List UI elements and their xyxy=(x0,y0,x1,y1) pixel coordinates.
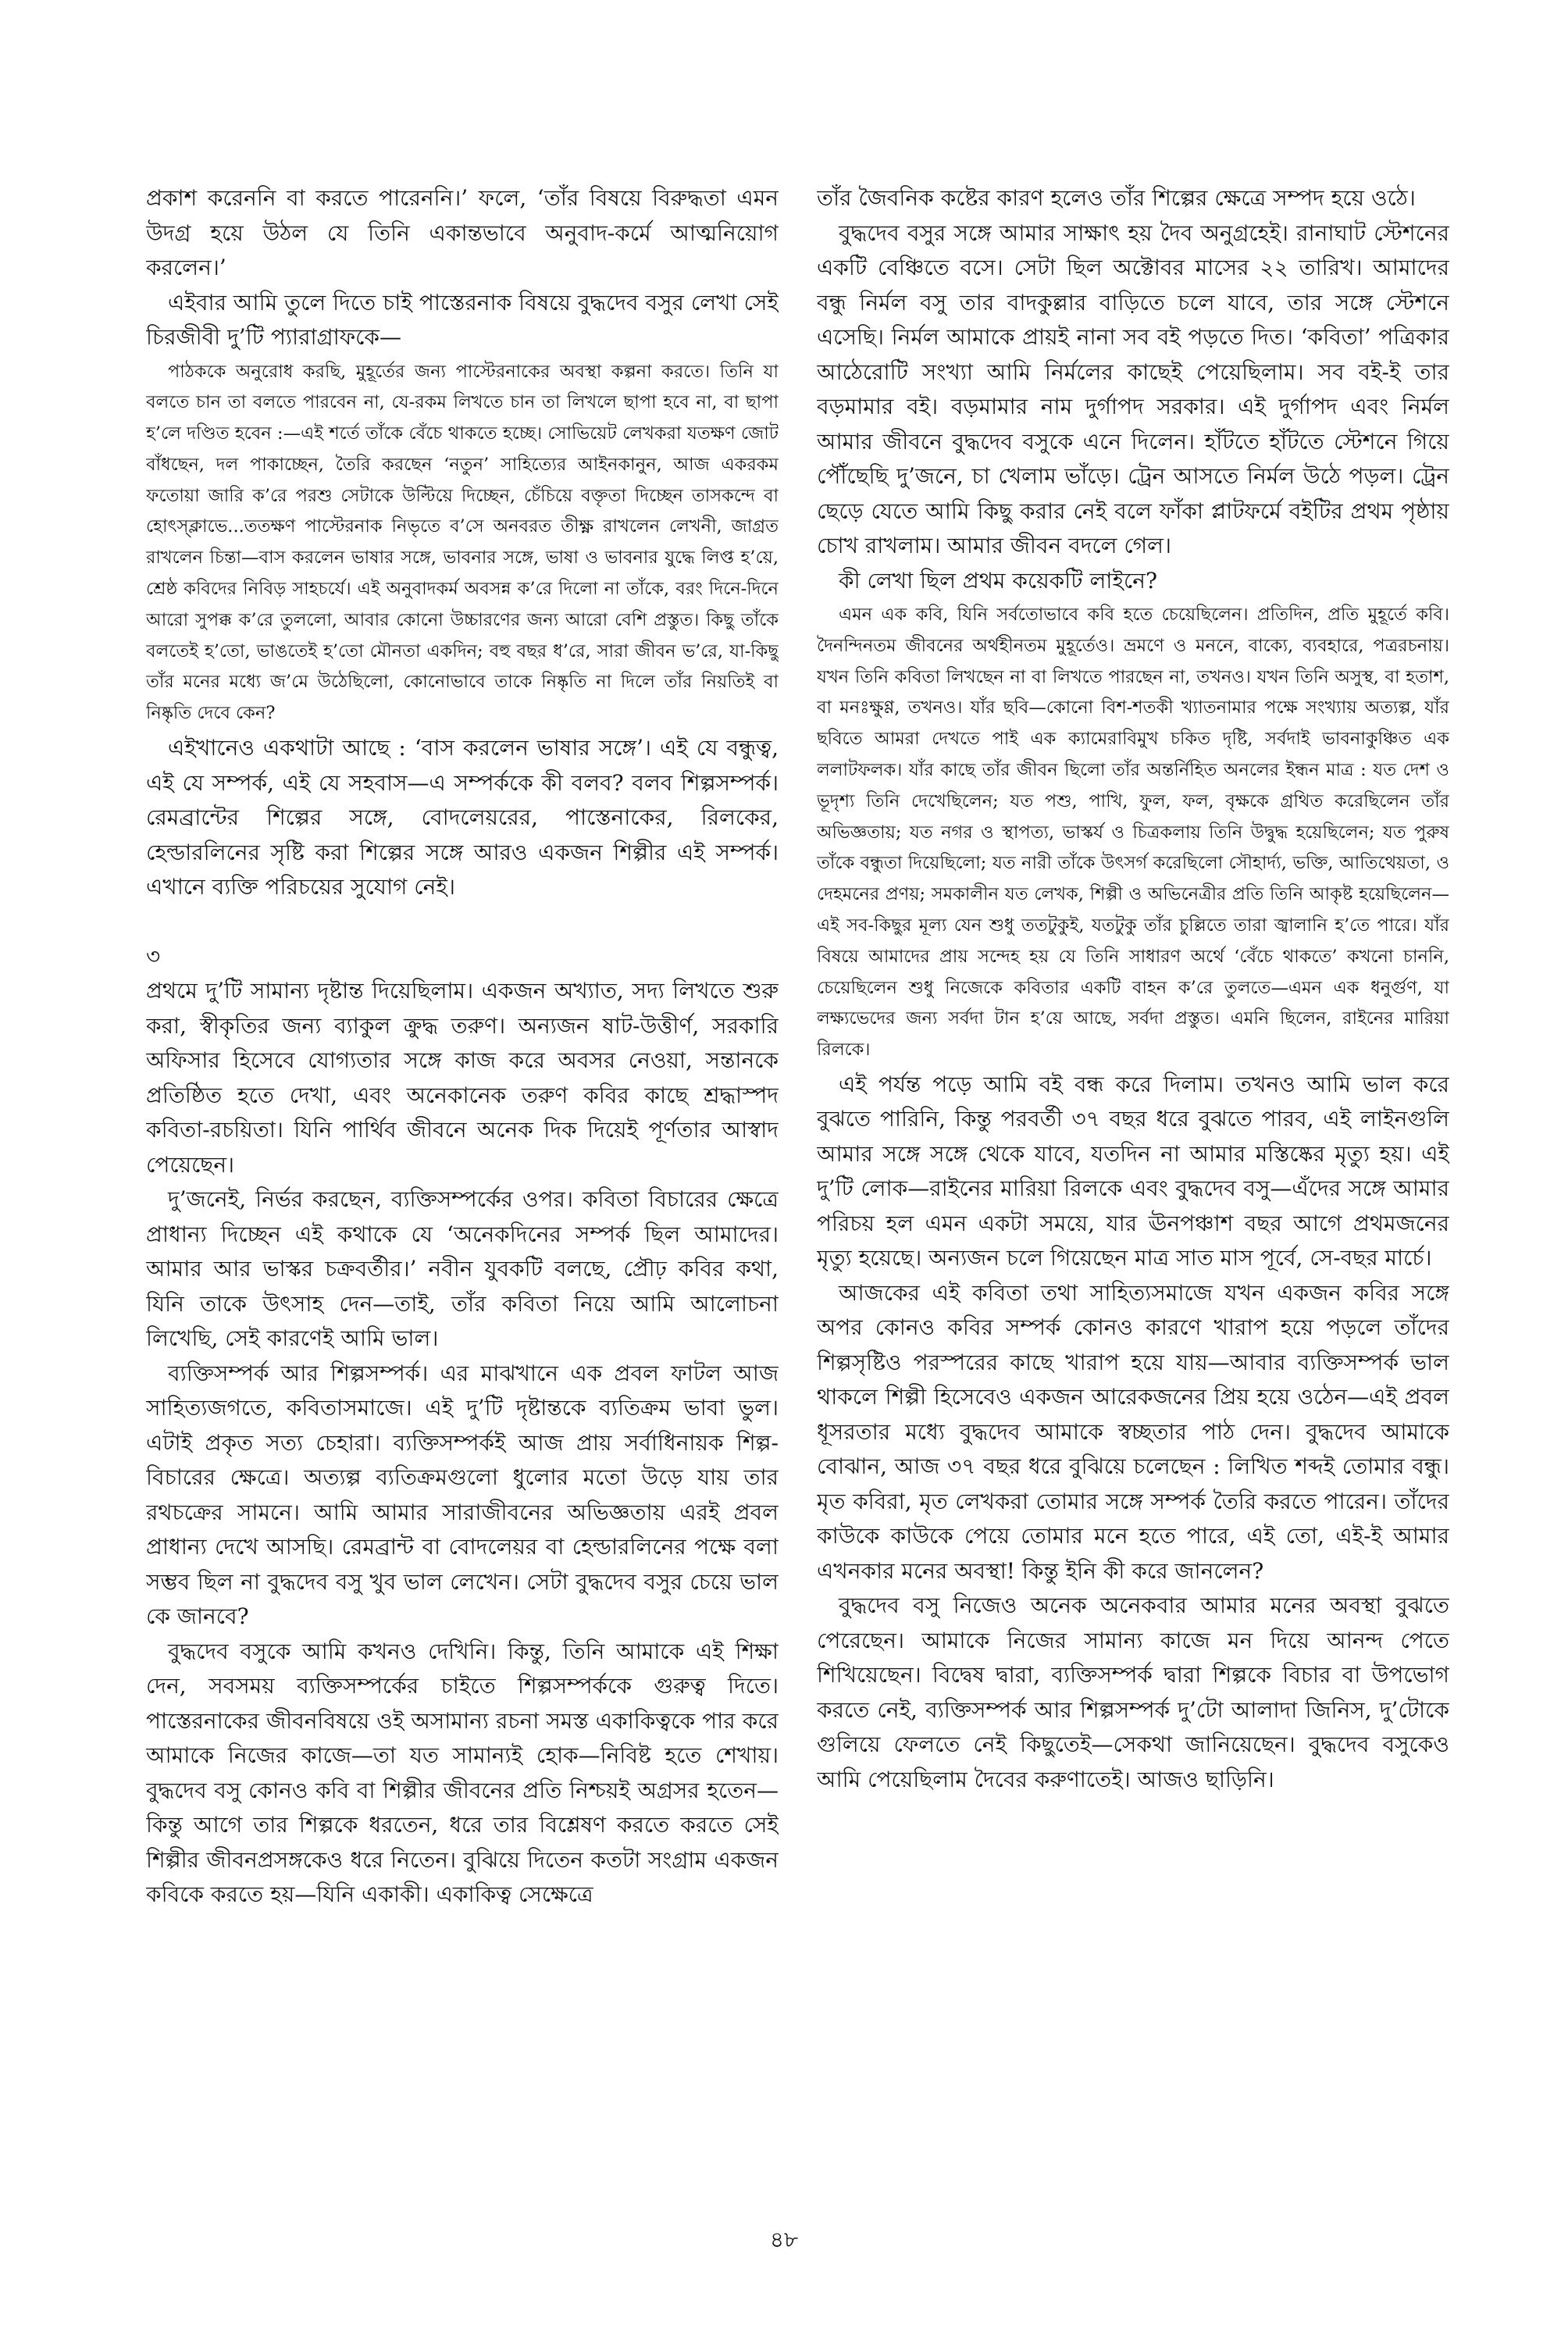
left-paragraph-5: দু’জনেই, নির্ভর করছেন, ব্যক্তিসম্পর্কের ওপর। কবিতা বিচারের ক্ষেত্রে প্রাধান্য দিচ্ছেন এই কথাকে যে ‘অনেকদিনের সম্পর্ক ছিল আমাদের। আমার আর ভাস্কর চক্রবর্তীর।’ নবীন যুবকটি বলছে, প্রৌঢ় কবির কথা, যিনি তাকে উৎসাহ দেন—তাই, তাঁর কবিতা নিয়ে আমি আলোচনা লিখেছি, সেই কারণেই আমি ভাল। xyxy=(146,1186,779,1352)
right-paragraph-4: এই পর্যন্ত পড়ে আমি বই বন্ধ করে দিলাম। তখনও আমি ভাল করে বুঝতে পারিনি, কিন্তু পরবর্তী ৩৭ বছর ধরে বুঝতে পারব, এই লাইনগুলি আমার সঙ্গে সঙ্গে থেকে যাবে, যতদিন না আমার মস্তিষ্কের মৃত্যু হয়। এই দু’টি লোক—রাইনের মারিয়া রিলকে এবং বুদ্ধদেব বসু—এঁদের সঙ্গে আমার পরিচয় হল এমন একটা সময়ে, যার ঊনপঞ্চাশ বছর আগে প্রথমজনের মৃত্যু হয়েছে। অন্যজন চলে গিয়েছেন মাত্র সাত মাস পূর্বে, সে-বছর মার্চে। xyxy=(817,1071,1449,1271)
right-block-quote: এমন এক কবি, যিনি সর্বতোভাবে কবি হতে চেয়েছিলেন। প্রতিদিন, প্রতি মুহূর্তে কবি। দৈনন্দিনতম জীবনের অর্থহীনতম মুহূর্তেও। ভ্রমণে ও মননে, বাক্যে, ব্যবহারে, পত্ররচনায়। যখন তিনি কবিতা লিখছেন না বা লিখতে পারছেন না, তখনও। যখন তিনি অসুস্থ, বা হতাশ, বা মনঃক্ষুণ্ণ, তখনও। যাঁর ছবি—কোনো বিশ-শতকী খ্যাতনামার পক্ষে সংখ্যায় অত্যল্প, যাঁর ছবিতে আমরা দেখতে পাই এক ক্যামেরাবিমুখ চকিত দৃষ্টি, সর্বদাই ভাবনাকুঞ্চিত এক ললাটফলক। যাঁর কাছে তাঁর জীবন ছিলো তাঁর অন্তর্নিহিত অনলের ইন্ধন মাত্র : যত দেশ ও ভূদৃশ্য তিনি দেখেছিলেন; যত পশু, পাখি, ফুল, ফল, বৃক্ষকে গ্রথিত করেছিলেন তাঁর অভিজ্ঞতায়; যত নগর ও স্থাপত্য, ভাস্কর্য ও চিত্রকলায় তিনি উদ্বুদ্ধ হয়েছিলেন; যত পুরুষ তাঁকে বন্ধুতা দিয়েছিলো; যত নারী তাঁকে উৎসর্গ করেছিলো সৌহার্দ্য, ভক্তি, আতিথেয়তা, ও দেহমনের প্রণয়; সমকালীন যত লেখক, শিল্পী ও অভিনেত্রীর প্রতি তিনি আকৃষ্ট হয়েছিলেন—এই সব-কিছুর মূল্য যেন শুধু ততটুকুই, যতটুকু তাঁর চুল্লিতে তারা জ্বালানি হ’তে পারে। যাঁর বিষয়ে আমাদের প্রায় সন্দেহ হয় যে তিনি সাধারণ অর্থে ‘বেঁচে থাকতে’ কখনো চাননি, চেয়েছিলেন শুধু নিজেকে কবিতার একটি বাহন ক’রে তুলতে—এমন এক ধনুর্গুণ, যা লক্ষ্যভেদের জন্য সর্বদা টান হ’য়ে আছে, সর্বদা প্রস্তুত। এমনি ছিলেন, রাইনের মারিয়া রিলকে। xyxy=(817,604,1449,1061)
right-column xyxy=(817,181,1449,2220)
left-paragraph-7: বুদ্ধদেব বসুকে আমি কখনও দেখিনি। কিন্তু, তিনি আমাকে এই শিক্ষা দেন, সবসময় ব্যক্তিসম্পর্কের চাইতে শিল্পসম্পর্ককে গুরুত্ব দিতে। পাস্তেরনাকের জীবনবিষয়ে ওই অসামান্য রচনা সমস্ত একাকিত্বকে পার করে আমাকে নিজের কাজে—তা যত সামান্যই হোক—নিবিষ্ট হতে শেখায়। বুদ্ধদেব বসু কোনও কবি বা শিল্পীর জীবনের প্রতি নিশ্চয়ই অগ্রসর হতেন—কিন্তু আগে তার শিল্পকে ধরতেন, ধরে তার বিশ্লেষণ করতে করতে সেই শিল্পীর জীবনপ্রসঙ্গকেও ধরে নিতেন। বুঝিয়ে দিতেন কতটা সংগ্রাম একজন কবিকে করতে হয়—যিনি একাকী। একাকিত্ব সেক্ষেত্রে xyxy=(146,1638,779,1908)
section-number: ৩ xyxy=(146,943,161,969)
left-paragraph-1: প্রকাশ করেননি বা করতে পারেননি।’ ফলে, ‘তাঁর বিষয়ে বিরুদ্ধতা এমন উদগ্র হয়ে উঠল যে তিনি একান্তভাবে অনুবাদ-কর্মে আত্মনিয়োগ করলেন।’ xyxy=(146,185,779,280)
right-paragraph-1: তাঁর জৈবনিক কষ্টের কারণ হলেও তাঁর শিল্পের ক্ষেত্রে সম্পদ হয়ে ওঠে। xyxy=(817,185,1416,211)
right-paragraph-2: বুদ্ধদেব বসুর সঙ্গে আমার সাক্ষাৎ হয় দৈব অনুগ্রহেই। রানাঘাট স্টেশনের একটি বেঞ্চিতে বসে। সেটা ছিল অক্টোবর মাসের ২২ তারিখ। আমাদের বন্ধু নির্মল বসু তার বাদকুল্লার বাড়িতে চলে যাবে, তার সঙ্গে স্টেশনে এসেছি। নির্মল আমাকে প্রায়ই নানা সব বই পড়তে দিত। ‘কবিতা’ পত্রিকার আঠেরোটি সংখ্যা আমি নির্মলের কাছেই পেয়েছিলাম। সব বই-ই তার বড়মামার বই। বড়মামার নাম দুর্গাপদ সরকার। এই দুর্গাপদ এবং নির্মল আমার জীবনে বুদ্ধদেব বসুকে এনে দিলেন। হাঁটতে হাঁটতে স্টেশনে গিয়ে পৌঁছেছি দু’জনে, চা খেলাম ভাঁড়ে। ট্রেন আসতে নির্মল উঠে পড়ল। ট্রেন ছেড়ে যেতে আমি কিছু করার নেই বলে ফাঁকা প্লাটফর্মে বইটির প্রথম পৃষ্ঠায় চোখ রাখলাম। আমার জীবন বদলে গেল। xyxy=(817,219,1449,558)
right-paragraph-6: বুদ্ধদেব বসু নিজেও অনেক অনেকবার আমার মনের অবস্থা বুঝতে পেরেছেন। আমাকে নিজের সামান্য কাজে মন দিয়ে আনন্দ পেতে শিখিয়েছেন। বিদ্বেষ দ্বারা, ব্যক্তিসম্পর্ক দ্বারা শিল্পকে বিচার বা উপভোগ করতে নেই, ব্যক্তিসম্পর্ক আর শিল্পসম্পর্ক দু’টো আলাদা জিনিস, দু’টোকে গুলিয়ে ফেলতে নেই কিছুতেই—সেকথা জানিয়েছেন। বুদ্ধদেব বসুকেও আমি পেয়েছিলাম দৈবের করুণাতেই। আজও ছাড়িনি। xyxy=(817,1592,1449,1792)
left-paragraph-3: এইখানেও একথাটা আছে : ‘বাস করলেন ভাষার সঙ্গে’। এই যে বন্ধুত্ব, এই যে সম্পর্ক, এই যে সহবাস—এ সম্পর্ককে কী বলব? বলব শিল্পসম্পর্ক। রেমব্রান্টের শিল্পের সঙ্গে, বোদলেয়রের, পাস্তেনাকের, রিলকের, হেল্ডারলিনের সৃষ্টি করা শিল্পের সঙ্গে আরও একজন শিল্পীর এই সম্পর্ক। এখানে ব্যক্তি পরিচয়ের সুযোগ নেই। xyxy=(146,735,779,900)
left-column xyxy=(146,181,779,2220)
page-number: ৪৮ xyxy=(769,2227,799,2252)
right-paragraph-3: কী লেখা ছিল প্রথম কয়েকটি লাইনে? xyxy=(839,567,1157,594)
left-paragraph-2: এইবার আমি তুলে দিতে চাই পাস্তেরনাক বিষয়ে বুদ্ধদেব বসুর লেখা সেই চিরজীবী দু’টি প্যারাগ্রাফকে— xyxy=(146,289,779,350)
left-paragraph-6: ব্যক্তিসম্পর্ক আর শিল্পসম্পর্ক। এর মাঝখানে এক প্রবল ফাটল আজ সাহিত্যজগতে, কবিতাসমাজে। এই দু’টি দৃষ্টান্তকে ব্যতিক্রম ভাবা ভুল। এটাই প্রকৃত সত্য চেহারা। ব্যক্তিসম্পর্কই আজ প্রায় সর্বাধিনায়ক শিল্প-বিচারের ক্ষেত্রে। অত্যল্প ব্যতিক্রমগুলো ধুলোর মতো উড়ে যায় তার রথচক্রের সামনে। আমি আমার সারাজীবনের অভিজ্ঞতায় এরই প্রবল প্রাধান্য দেখে আসছি। রেমব্রান্ট বা বোদলেয়র বা হেল্ডারলিনের পক্ষে বলা সম্ভব ছিল না বুদ্ধদেব বসু খুব ভাল লেখেন। সেটা বুদ্ধদেব বসুর চেয়ে ভাল কে জানবে? xyxy=(146,1360,779,1630)
left-block-quote: পাঠককে অনুরোধ করছি, মুহূর্তের জন্য পাস্টেরনাকের অবস্থা কল্পনা করতে। তিনি যা বলতে চান তা বলতে পারবেন না, যে-রকম লিখতে চান তা লিখলে ছাপা হবে না, বা ছাপা হ’লে দণ্ডিত হবেন :—এই শর্তে তাঁকে বেঁচে থাকতে হচ্ছে। সোভিয়েট লেখকরা যতক্ষণ জোট বাঁধছেন, দল পাকাচ্ছেন, তৈরি করছেন ‘নতুন’ সাহিত্যের আইনকানুন, আজ একরকম ফতোয়া জারি ক’রে পরশু সেটাকে উল্টিয়ে দিচ্ছেন, চেঁচিয়ে বক্তৃতা দিচ্ছেন তাসকন্দে বা হোৎস্ক্লাভে...ততক্ষণ পাস্টেরনাক নিভৃতে ব’সে অনবরত তীক্ষ্ণ রাখলেন লেখনী, জাগ্রত রাখলেন চিন্তা—বাস করলেন ভাষার সঙ্গে, ভাবনার সঙ্গে, ভাষা ও ভাবনার যুদ্ধে লিপ্ত হ’য়ে, শ্রেষ্ঠ কবিদের নিবিড় সাহচর্যে। এই অনুবাদকর্ম অবসন্ন ক’রে দিলো না তাঁকে, বরং দিনে-দিনে আরো সুপক্ক ক’রে তুললো, আবার কোনো উচ্চারণের জন্য আরো বেশি প্রস্তুত। কিছু তাঁকে বলতেই হ’তো, ভাঙতেই হ’তো মৌনতা একদিন; বহু বছর ধ’রে, সারা জীবন ভ’রে, যা-কিছু তাঁর মনের মধ্যে জ’মে উঠেছিলো, কোনোভাবে তাকে নিষ্কৃতি না দিলে তাঁর নিয়তিই বা নিষ্কৃতি দেবে কেন? xyxy=(146,361,779,724)
right-paragraph-5: আজকের এই কবিতা তথা সাহিত্যসমাজে যখন একজন কবির সঙ্গে অপর কোনও কবির সম্পর্ক কোনও কারণে খারাপ হয়ে পড়লে তাঁদের শিল্পসৃষ্টিও পরস্পরের কাছে খারাপ হয়ে যায়—আবার ব্যক্তিসম্পর্ক ভাল থাকলে শিল্পী হিসেবেও একজন আরেকজনের প্রিয় হয়ে ওঠেন—এই প্রবল ধূসরতার মধ্যে বুদ্ধদেব আমাকে স্বচ্ছতার পাঠ দেন। বুদ্ধদেব আমাকে বোঝান, আজ ৩৭ বছর ধরে বুঝিয়ে চলেছেন : লিখিত শব্দই তোমার বন্ধু। মৃত কবিরা, মৃত লেখকরা তোমার সঙ্গে সম্পর্ক তৈরি করতে পারেন। তাঁদের কাউকে কাউকে পেয়ে তোমার মনে হতে পারে, এই তো, এই-ই আমার এখনকার মনের অবস্থা! কিন্তু ইনি কী করে জানলেন? xyxy=(817,1279,1449,1584)
left-paragraph-4: প্রথমে দু’টি সামান্য দৃষ্টান্ত দিয়েছিলাম। একজন অখ্যাত, সদ্য লিখতে শুরু করা, স্বীকৃতির জন্য ব্যাকুল ক্রুদ্ধ তরুণ। অন্যজন ষাট-উত্তীর্ণ, সরকারি অফিসার হিসেবে যোগ্যতার সঙ্গে কাজ করে অবসর নেওয়া, সন্তানকে প্রতিষ্ঠিত হতে দেখা, এবং অনেকানেক তরুণ কবির কাছে শ্রদ্ধাস্পদ কবিতা-রচয়িতা। যিনি পার্থিব জীবনে অনেক দিক দিয়েই পূর্ণতার আস্বাদ পেয়েছেন। xyxy=(146,978,779,1178)
